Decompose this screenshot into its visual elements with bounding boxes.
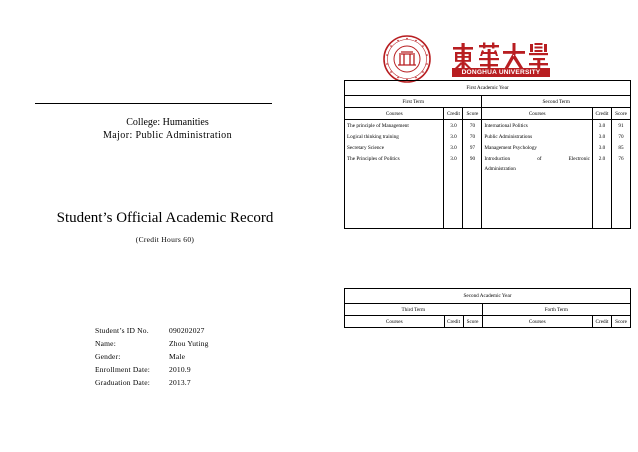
course-first-line: Introduction of Electronic [484, 156, 590, 162]
university-seal-icon [383, 35, 431, 83]
col-credit: Credit [593, 316, 612, 328]
second-term-heading: Second Term [482, 96, 631, 108]
col-credit: Credit [444, 108, 463, 120]
third-term-heading: Third Term [345, 304, 483, 316]
col-courses: Courses [482, 316, 592, 328]
first-year-heading: First Academic Year [345, 81, 631, 96]
col-credit: Credit [592, 108, 611, 120]
forth-term-heading: Forth Term [482, 304, 630, 316]
col-score: Score [611, 316, 630, 328]
header-rule [35, 103, 272, 104]
college-label: College: Humanities [126, 117, 209, 128]
second-year-table [344, 288, 631, 328]
table-row: The Principles of Politics 3.0 90 Introduction of Electronic Administration 2.0 76 [345, 156, 631, 229]
credit-hours: (Credit Hours 60) [135, 235, 195, 244]
university-name: DONGHUA UNIVERSITY [452, 68, 550, 77]
table-row: Secretary Science 3.0 97 Management Psychology 3.0 85 [345, 145, 631, 156]
col-credit: Credit [444, 316, 463, 328]
first-year-table [344, 80, 631, 229]
col-score: Score [463, 108, 482, 120]
col-courses: Courses [482, 108, 593, 120]
col-score: Score [463, 316, 482, 328]
info-row-id: Student’s ID No. 090202027 [95, 326, 205, 335]
table-row: Logical thinking training 3.0 70 Public Administrations 3.0 70 [345, 134, 631, 145]
table-row: The principle of Management 3.0 70 International Politics 3.0 91 [345, 120, 631, 135]
info-row-name: Name: Zhou Yuting [95, 339, 209, 348]
info-row-enrollment: Enrollment Date: 2010.9 [95, 365, 191, 374]
first-term-heading: First Term [345, 96, 482, 108]
info-row-gender: Gender: Male [95, 352, 186, 361]
second-year-heading: Second Academic Year [345, 289, 631, 304]
info-row-graduation: Graduation Date: 2013.7 [95, 378, 191, 387]
major-label: Major: Public Administration [103, 130, 232, 141]
course-cell: Introduction of Electronic Administration [482, 156, 593, 229]
college-block [80, 116, 255, 142]
student-info [95, 324, 209, 389]
col-score: Score [611, 108, 630, 120]
col-courses: Courses [345, 108, 444, 120]
col-courses: Courses [345, 316, 445, 328]
page-title: Student’s Official Academic Record [56, 210, 274, 226]
